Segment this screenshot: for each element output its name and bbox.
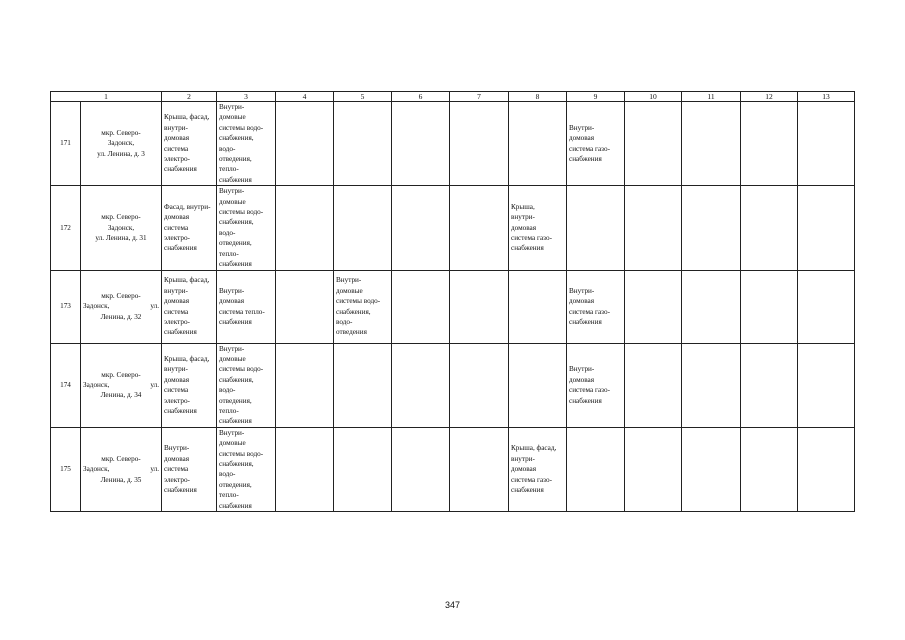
col8-text: Крыша, фасад, внутри- домовая система газо- снабжения <box>511 444 557 494</box>
col9-cell <box>567 186 625 270</box>
col10-cell <box>625 186 682 270</box>
address-part: Задонск, <box>83 380 110 389</box>
col5-cell <box>334 343 392 427</box>
col10-cell <box>625 427 682 511</box>
row-number: 172 <box>51 186 81 270</box>
col3-text: Внутри- домовая система тепло- снабжения <box>219 286 265 326</box>
col8-cell <box>509 427 567 511</box>
address-line: Задонск, <box>107 223 135 232</box>
col3-cell <box>217 270 276 343</box>
col8-cell <box>509 102 567 186</box>
col5-cell <box>334 270 392 343</box>
col3-cell <box>217 343 276 427</box>
header-col-4: 4 <box>276 92 334 102</box>
address-part: ул. <box>150 302 159 311</box>
address-part: ул. <box>150 465 159 474</box>
header-col-6: 6 <box>392 92 450 102</box>
table-row <box>51 343 855 427</box>
col2-cell <box>162 270 217 343</box>
col11-cell <box>682 102 741 186</box>
col11-cell <box>682 343 741 427</box>
col4-cell <box>276 186 334 270</box>
col8-text: Крыша, внутри- домовая система газо- снабжения <box>511 202 552 253</box>
col8-cell <box>509 270 567 343</box>
address-line: Ленина, д. 32 <box>100 312 142 321</box>
address-line <box>83 464 159 474</box>
col13-cell <box>798 102 855 186</box>
address-line: ул. Ленина, д. 3 <box>97 149 145 158</box>
address-line <box>83 301 159 311</box>
col9-text: Внутри- домовая система газо- снабжения <box>569 365 610 405</box>
col3-cell <box>217 427 276 511</box>
header-col-12: 12 <box>741 92 798 102</box>
col4-cell <box>276 102 334 186</box>
col7-cell <box>450 186 509 270</box>
header-col-7: 7 <box>450 92 509 102</box>
address-line: мкр. Северо- <box>101 213 141 222</box>
col10-cell <box>625 270 682 343</box>
header-col-1: 1 <box>51 92 162 102</box>
header-row <box>51 92 855 102</box>
col9-cell <box>567 343 625 427</box>
col2-text: Крыша, фасад, внутри- домовая система электро- снабжения <box>164 354 210 415</box>
address-line: Задонск, <box>107 139 135 148</box>
col9-text: Внутри- домовая система газо- снабжения <box>569 123 610 164</box>
header-col-3: 3 <box>217 92 276 102</box>
col5-cell <box>334 427 392 511</box>
header-col-9: 9 <box>567 92 625 102</box>
col6-cell <box>392 186 450 270</box>
address-cell <box>81 427 162 511</box>
address-cell <box>81 102 162 186</box>
address-line <box>83 380 159 390</box>
col7-cell <box>450 270 509 343</box>
table-row <box>51 186 855 270</box>
address-line: мкр. Северо- <box>101 454 141 463</box>
col12-cell <box>741 343 798 427</box>
col2-cell <box>162 427 217 511</box>
address-line: ул. Ленина, д. 31 <box>95 234 147 243</box>
col13-cell <box>798 270 855 343</box>
row-number: 174 <box>51 343 81 427</box>
col2-text: Фасад, внутри- домовая система электро- снабжения <box>164 202 211 253</box>
col6-cell <box>392 427 450 511</box>
col7-cell <box>450 102 509 186</box>
col5-cell <box>334 186 392 270</box>
col13-cell <box>798 186 855 270</box>
col3-text: Внутри- домовые системы водо- снабжения, водо- отведения, тепло- снабжения <box>219 103 264 184</box>
col10-cell <box>625 343 682 427</box>
col4-cell <box>276 427 334 511</box>
col9-cell <box>567 427 625 511</box>
row-number: 173 <box>51 270 81 343</box>
col3-text: Внутри- домовые системы водо- снабжения, водо- отведения, тепло- снабжения <box>219 344 264 426</box>
header-col-13: 13 <box>798 92 855 102</box>
col10-cell <box>625 102 682 186</box>
address-line: Ленина, д. 34 <box>100 391 142 400</box>
col8-cell <box>509 186 567 270</box>
row-number: 175 <box>51 427 81 511</box>
address-line: мкр. Северо- <box>101 129 141 138</box>
schedule-table <box>50 91 855 512</box>
col3-cell <box>217 102 276 186</box>
col5-cell <box>334 102 392 186</box>
col6-cell <box>392 102 450 186</box>
col9-cell <box>567 270 625 343</box>
table-row <box>51 427 855 511</box>
col2-text: Крыша, фасад, внутри- домовая система электро- снабжения <box>164 113 210 174</box>
col11-cell <box>682 427 741 511</box>
col2-text: Крыша, фасад, внутри- домовая система электро- снабжения <box>164 276 210 337</box>
header-col-10: 10 <box>625 92 682 102</box>
header-col-8: 8 <box>509 92 567 102</box>
address-line: мкр. Северо- <box>101 370 141 379</box>
page-number: 347 <box>444 600 461 610</box>
col2-cell <box>162 186 217 270</box>
address-line: мкр. Северо- <box>101 291 141 300</box>
col12-cell <box>741 427 798 511</box>
col3-cell <box>217 186 276 270</box>
address-cell <box>81 270 162 343</box>
col3-text: Внутри- домовые системы водо- снабжения, водо- отведения, тепло- снабжения <box>219 187 264 269</box>
table-row <box>51 102 855 186</box>
col3-text: Внутри- домовые системы водо- снабжения, водо- отведения, тепло- снабжения <box>219 428 264 510</box>
col7-cell <box>450 427 509 511</box>
col2-text: Внутри- домовая система электро- снабжения <box>164 444 197 494</box>
col13-cell <box>798 427 855 511</box>
address-cell <box>81 186 162 270</box>
col4-cell <box>276 270 334 343</box>
col2-cell <box>162 343 217 427</box>
address-part: Задонск, <box>83 302 110 311</box>
col6-cell <box>392 343 450 427</box>
header-col-11: 11 <box>682 92 741 102</box>
col9-cell <box>567 102 625 186</box>
col7-cell <box>450 343 509 427</box>
col2-cell <box>162 102 217 186</box>
col12-cell <box>741 270 798 343</box>
table-row <box>51 270 855 343</box>
col6-cell <box>392 270 450 343</box>
col11-cell <box>682 270 741 343</box>
col9-text: Внутри- домовая система газо- снабжения <box>569 286 610 326</box>
address-line: Ленина, д. 35 <box>100 475 142 484</box>
col8-cell <box>509 343 567 427</box>
col4-cell <box>276 343 334 427</box>
col12-cell <box>741 186 798 270</box>
address-cell <box>81 343 162 427</box>
col5-text: Внутри- домовые системы водо- снабжения, водо- отведения <box>336 276 381 337</box>
header-col-5: 5 <box>334 92 392 102</box>
address-part: ул. <box>150 380 159 389</box>
col11-cell <box>682 186 741 270</box>
col13-cell <box>798 343 855 427</box>
row-number: 171 <box>51 102 81 186</box>
header-col-2: 2 <box>162 92 217 102</box>
address-part: Задонск, <box>83 465 110 474</box>
col12-cell <box>741 102 798 186</box>
